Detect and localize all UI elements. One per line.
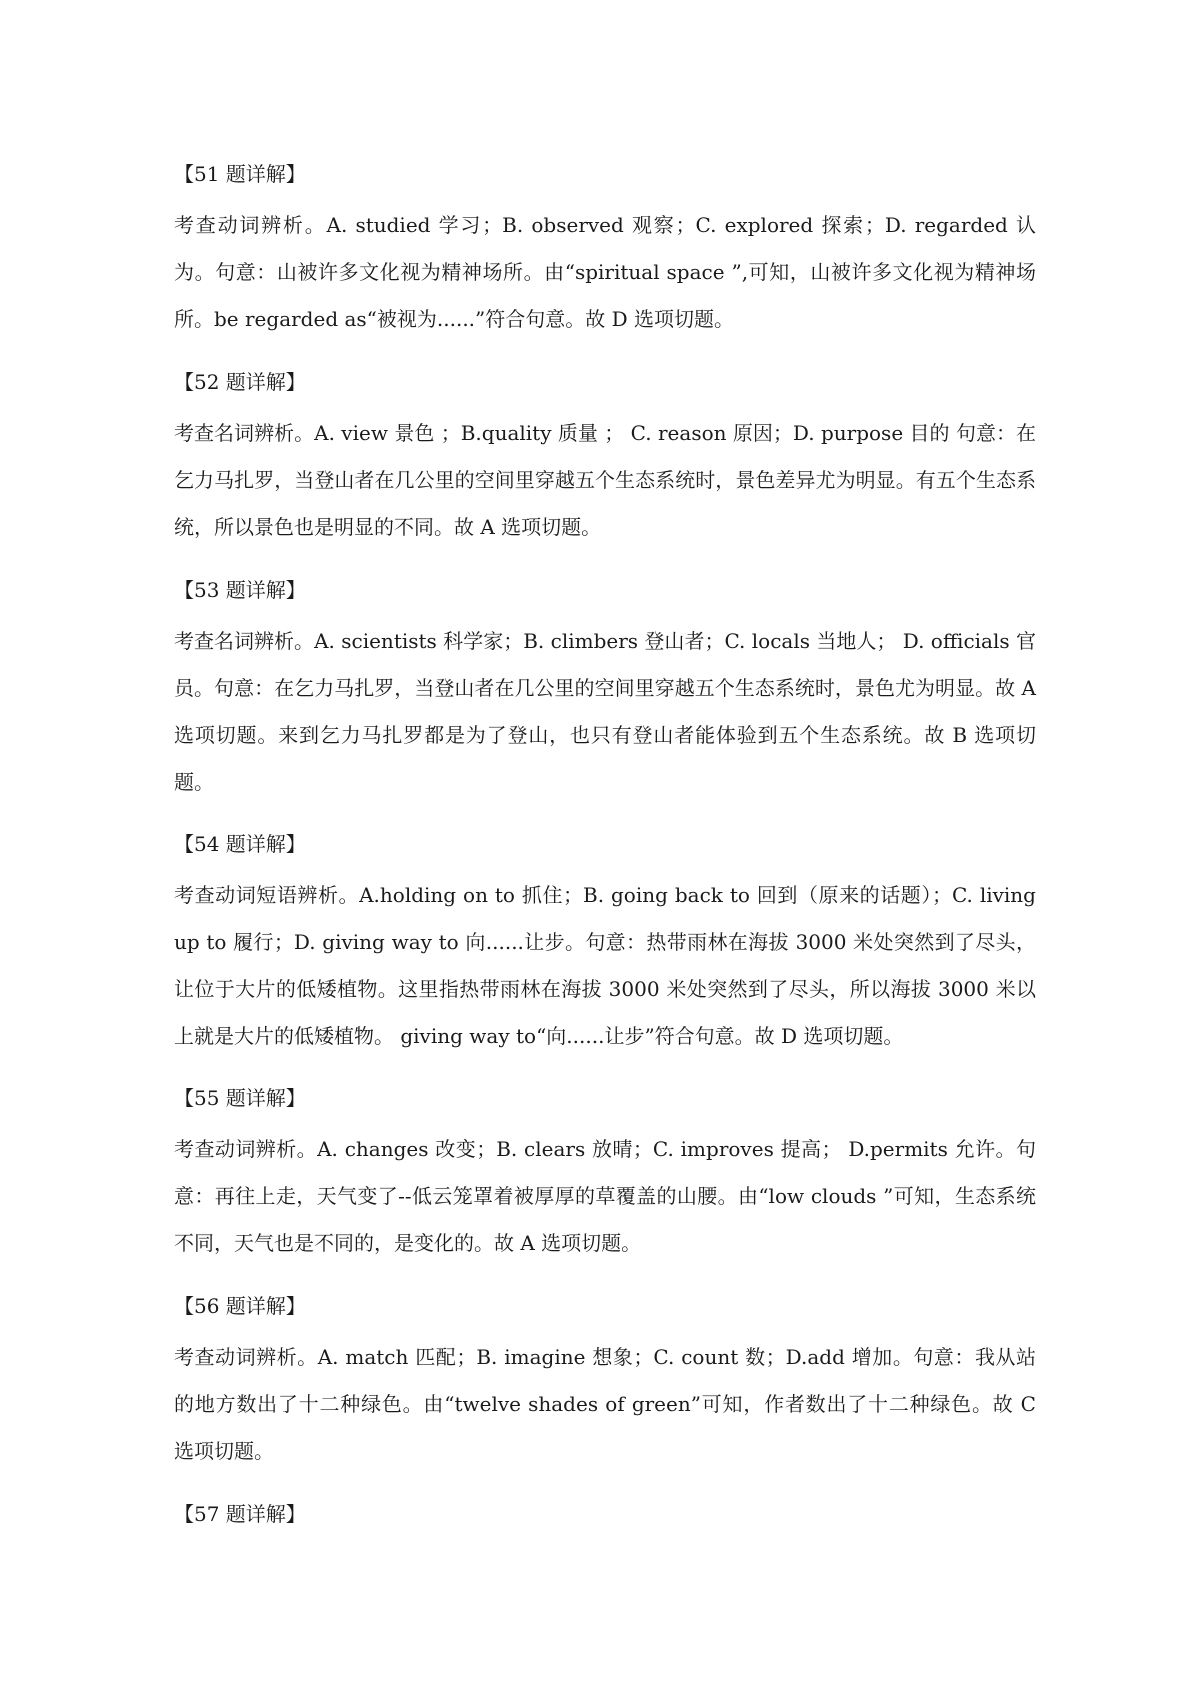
section-heading: 【53 题详解】 [174,578,306,602]
section-body: 考查动词辨析。A. changes 改变；B. clears 放晴；C. improves 提高； D.permits 允许。句意：再往上走，天气变了--低云笼罩着被厚厚的草覆盖的山腰。由“low clouds ”可知，生态系统不同，天气也是不同的，是变化的。故 A 选项切题。 [174,1137,1036,1255]
section-body: 考查名词辨析。A. view 景色 ；B.quality 质量 ； C. reason 原因；D. purpose 目的 句意：在乞力马扎罗，当登山者在几公里的空间里穿越五个生态系统时，景色差异尤为明显。有五个生态系统，所以景色也是明显的不同。故 A 选项切题。 [174,421,1036,539]
section-55 [174,1082,1036,1283]
section-51 [174,158,1036,359]
section-52 [174,366,1036,567]
section-heading: 【57 题详解】 [174,1502,306,1526]
section-body: 考查动词辨析。A. match 匹配；B. imagine 想象；C. count 数；D.add 增加。句意：我从站的地方数出了十二种绿色。由“twelve shades of green”可知，作者数出了十二种绿色。故 C 选项切题。 [174,1345,1036,1463]
section-53 [174,574,1036,822]
section-heading: 【51 题详解】 [174,162,306,186]
section-heading: 【54 题详解】 [174,832,306,856]
section-heading: 【52 题详解】 [174,370,306,394]
section-heading: 【55 题详解】 [174,1086,306,1110]
section-body: 考查动词短语辨析。A.holding on to 抓住；B. going back to 回到（原来的话题）；C. living up to 履行；D. giving way to 向......让步。句意：热带雨林在海拔 3000 米处突然到了尽头，让位于大片的低矮植物。这里指热带雨林在海拔 3000 米处突然到了尽头，所以海拔 3000 米以上就是大片的低矮植物。 giving way to“向......让步”符合句意。故 D 选项切题。 [174,883,1036,1048]
section-56 [174,1290,1036,1491]
section-heading: 【56 题详解】 [174,1294,306,1318]
section-54 [174,828,1036,1076]
section-body: 考查名词辨析。A. scientists 科学家；B. climbers 登山者；C. locals 当地人； D. officials 官员。句意：在乞力马扎罗，当登山者在几公里的空间里穿越五个生态系统时，景色尤为明显。故 A 选项切题。来到乞力马扎罗都是为了登山，也只有登山者能体验到五个生态系统。故 B 选项切题。 [174,629,1036,794]
section-57 [174,1498,1036,1550]
section-body: 考查动词辨析。A. studied 学习；B. observed 观察；C. explored 探索；D. regarded 认为。句意：山被许多文化视为精神场所。由“spiritual space ”,可知，山被许多文化视为精神场所。be regarded as“被视为......”符合句意。故 D 选项切题。 [174,213,1036,331]
